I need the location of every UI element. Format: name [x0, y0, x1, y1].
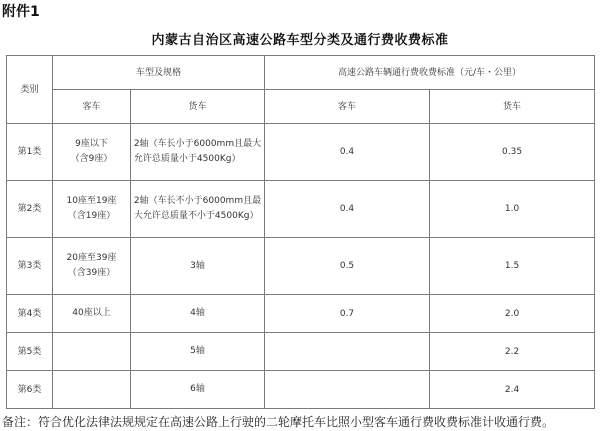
table-row: [7, 333, 595, 371]
fee-passenger-cell: 0.4: [265, 181, 430, 238]
category-cell: 第6类: [7, 371, 53, 409]
fee-standard-header: 高速公路车辆通行费收费标准（元/车・公里）: [265, 56, 595, 90]
passenger-spec-line: 20座至39座: [66, 253, 117, 263]
table-row: [7, 238, 595, 295]
document-title: 内蒙古自治区高速公路车型分类及通行费收费标准: [151, 33, 449, 48]
fee-passenger-cell: 0.7: [265, 295, 430, 333]
passenger-spec-cell: [53, 181, 131, 238]
passenger-spec-line: 40座以上: [72, 308, 111, 318]
fee-truck-cell: 2.4: [430, 371, 595, 409]
table-row: [7, 371, 595, 409]
truck-spec-line: 2轴（车长小于6000mm且最大: [133, 139, 262, 149]
truck-spec-line: 5轴: [190, 346, 205, 356]
fee-truck-cell: 0.35: [430, 124, 595, 181]
fee-truck-cell: 1.0: [430, 181, 595, 238]
fee-table: [6, 55, 595, 409]
truck-spec-line: 2轴（车长不小于6000mm且最: [133, 196, 262, 206]
fee-passenger-cell: [265, 333, 430, 371]
fee-truck-cell: 2.2: [430, 333, 595, 371]
passenger-spec-line: 10座至19座: [66, 196, 117, 206]
passenger-spec-cell: [53, 295, 131, 333]
vehicle-spec-header: 车型及规格: [53, 56, 265, 90]
truck-spec-line: 4轴: [190, 308, 205, 318]
category-cell: 第1类: [7, 124, 53, 181]
footnote: 备注：符合优化法律法规规定在高速公路上行驶的二轮摩托车比照小型客车通行费收费标准计收通行费。: [2, 415, 555, 429]
truck-spec-cell: [131, 181, 265, 238]
truck-spec-cell: [131, 333, 265, 371]
category-cell: 第4类: [7, 295, 53, 333]
category-cell: 第3类: [7, 238, 53, 295]
fee-passenger-cell: 0.4: [265, 124, 430, 181]
annex-label: 附件1: [2, 4, 40, 20]
truck-spec-line: 6轴: [190, 384, 205, 394]
table-row: [7, 295, 595, 333]
fee-truck-cell: 1.5: [430, 238, 595, 295]
truck-spec-cell: [131, 371, 265, 409]
fee-passenger-cell: [265, 371, 430, 409]
fee-passenger-cell: 0.5: [265, 238, 430, 295]
truck-spec-line: 3轴: [190, 260, 205, 271]
fee-truck-header: 货车: [430, 90, 595, 124]
truck-spec-cell: [131, 295, 265, 333]
table-row: [7, 124, 595, 181]
truck-spec-cell: [131, 238, 265, 295]
passenger-spec-cell: [53, 238, 131, 295]
passenger-spec-cell: [53, 333, 131, 371]
truck-spec-line: 大允许总质量不小于4500Kg）: [133, 211, 259, 221]
passenger-spec-line: 9座以下: [75, 139, 108, 149]
category-cell: 第5类: [7, 333, 53, 371]
spec-passenger-header: 客车: [53, 90, 131, 124]
passenger-spec-line: （含19座）: [67, 211, 116, 221]
passenger-spec-cell: [53, 371, 131, 409]
fee-passenger-header: 客车: [265, 90, 430, 124]
spec-truck-header: 货车: [131, 90, 265, 124]
passenger-spec-line: （含9座）: [70, 154, 113, 164]
fee-truck-cell: 2.0: [430, 295, 595, 333]
passenger-spec-line: （含39座）: [67, 268, 116, 278]
category-cell: 第2类: [7, 181, 53, 238]
truck-spec-line: 允许总质量小于4500Kg）: [133, 154, 241, 164]
truck-spec-cell: [131, 124, 265, 181]
table-row: [7, 181, 595, 238]
category-header: 类别: [7, 56, 53, 124]
passenger-spec-cell: [53, 124, 131, 181]
fee-table-body: [7, 124, 595, 409]
